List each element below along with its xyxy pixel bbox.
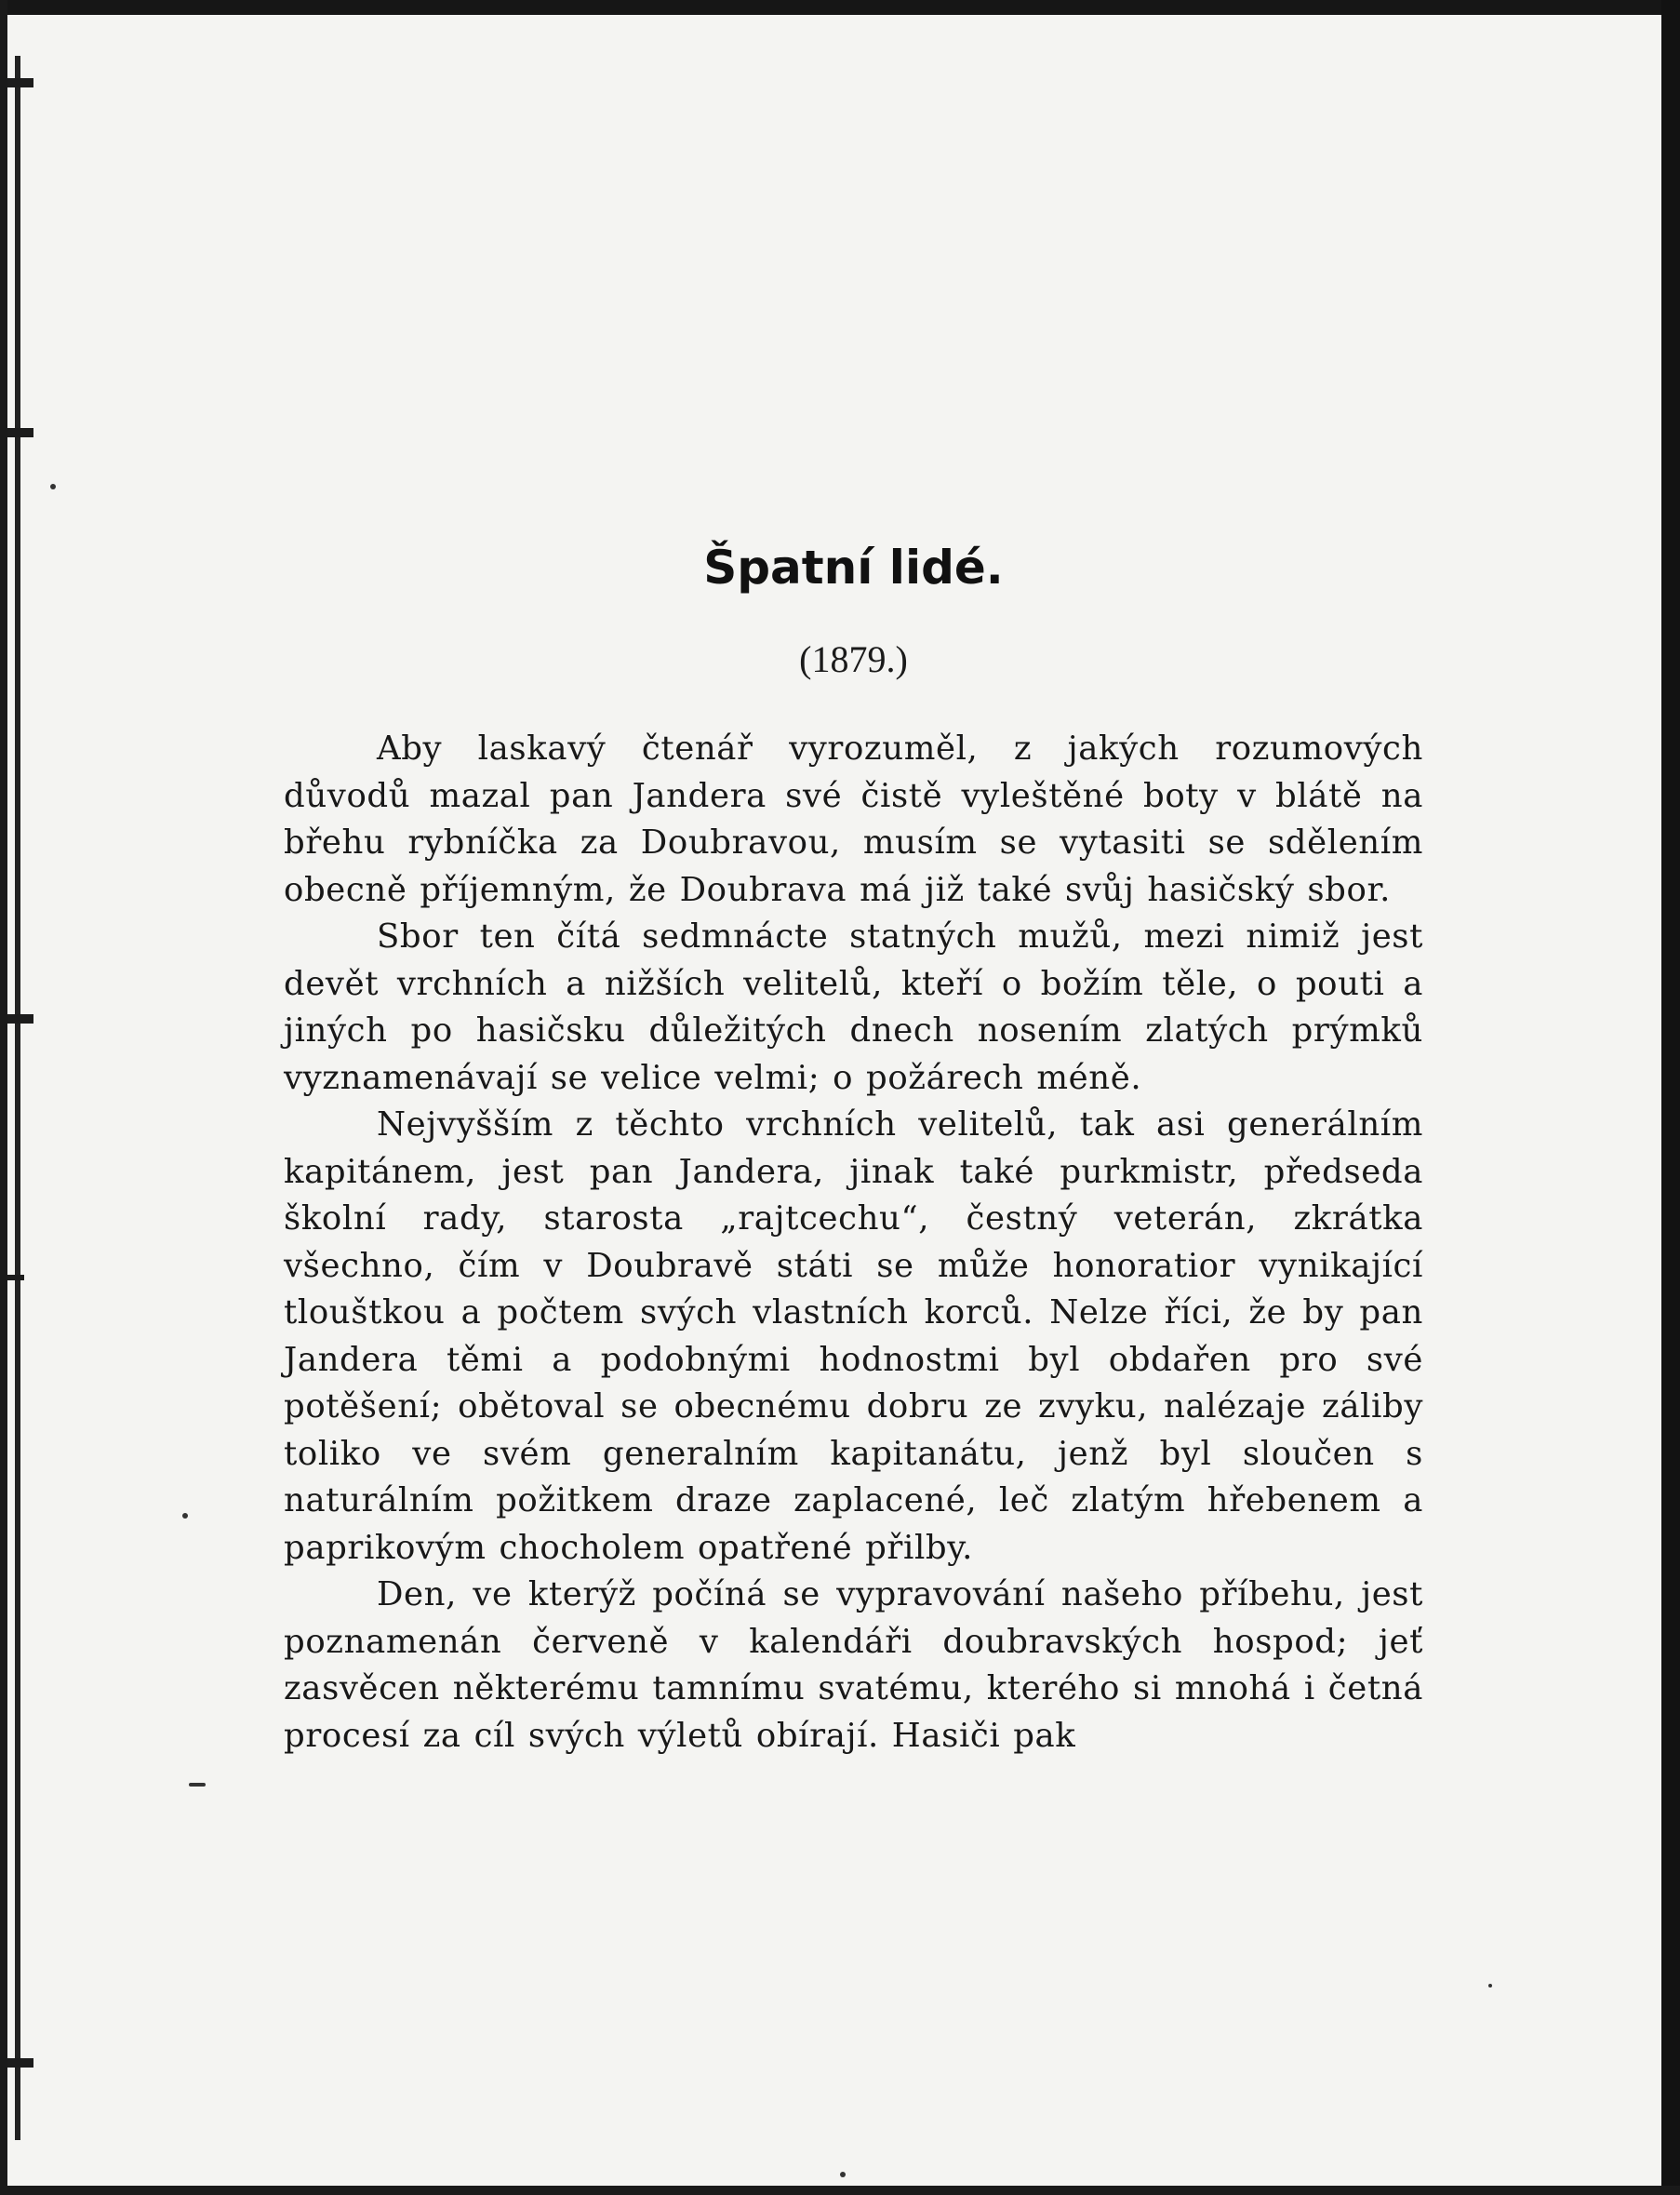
article-title: Špatní lidé.: [703, 541, 1004, 595]
scan-edge-bottom: [0, 2186, 1680, 2195]
print-speck: [1488, 1984, 1492, 1988]
binding-mark: [7, 2058, 33, 2068]
binding-mark: [7, 78, 33, 87]
print-speck: [189, 1783, 206, 1787]
scan-edge-left: [0, 0, 7, 2195]
article-body: [284, 726, 1423, 1760]
print-speck: [50, 484, 56, 489]
binding-mark: [7, 428, 33, 437]
paragraph: Aby laskavý čtenář vyrozuměl, z jakých rozumových důvodů mazal pan Jandera své čistě vyleštěné boty v blátě na břehu rybníčka za Doubravou, musím se vytasiti se sdělením obecně příjemným, že Doubrava má již také svůj hasičský sbor.: [284, 729, 1423, 909]
paragraph: Sbor ten čítá sedmnácte statných mužů, mezi nimiž jest devět vrchních a nižších velitelů, kteří o božím těle, o pouti a jiných po hasičsku důležitých dnech nosením zlatých prýmků vyznamenávají se velice velmi; o požárech méně.: [284, 917, 1423, 1097]
binding-rule: [15, 56, 20, 2140]
binding-mark: [7, 1275, 24, 1280]
scan-edge-top: [0, 0, 1680, 15]
binding-mark: [7, 1014, 33, 1024]
print-speck: [840, 2172, 846, 2177]
paragraph: Den, ve kterýž počíná se vypravování našeho příbehu, jest poznamenán červeně v kalendáři doubravských hospod; jeť zasvěcen některému tamnímu svatému, kterého si mnohá i četná procesí za cíl svých výletů obírají. Hasiči pak: [284, 1575, 1423, 1755]
scan-edge-right: [1661, 0, 1680, 2195]
paragraph: Nejvyšším z těchto vrchních velitelů, tak asi generálním kapitánem, jest pan Jandera, jinak také purkmistr, předseda školní rady, starosta „rajtcechu“, čestný veterán, zkrátka všechno, čím v Doubravě státi se může honoratior vynikající tlouštkou a počtem svých vlastních korců. Nelze říci, že by pan Jandera těmi a podobnými hodnostmi byl obdařen pro své potěšení; obětoval se obecnému dobru ze zvyku, nalézaje záliby toliko ve svém generalním kapitanátu, jenž byl sloučen s naturálním požitkem draze zaplacené, leč zlatým hřebenem a paprikovým chocholem opatřené přilby.: [284, 1105, 1423, 1567]
article-year: (1879.): [799, 638, 908, 680]
print-speck: [182, 1513, 188, 1519]
